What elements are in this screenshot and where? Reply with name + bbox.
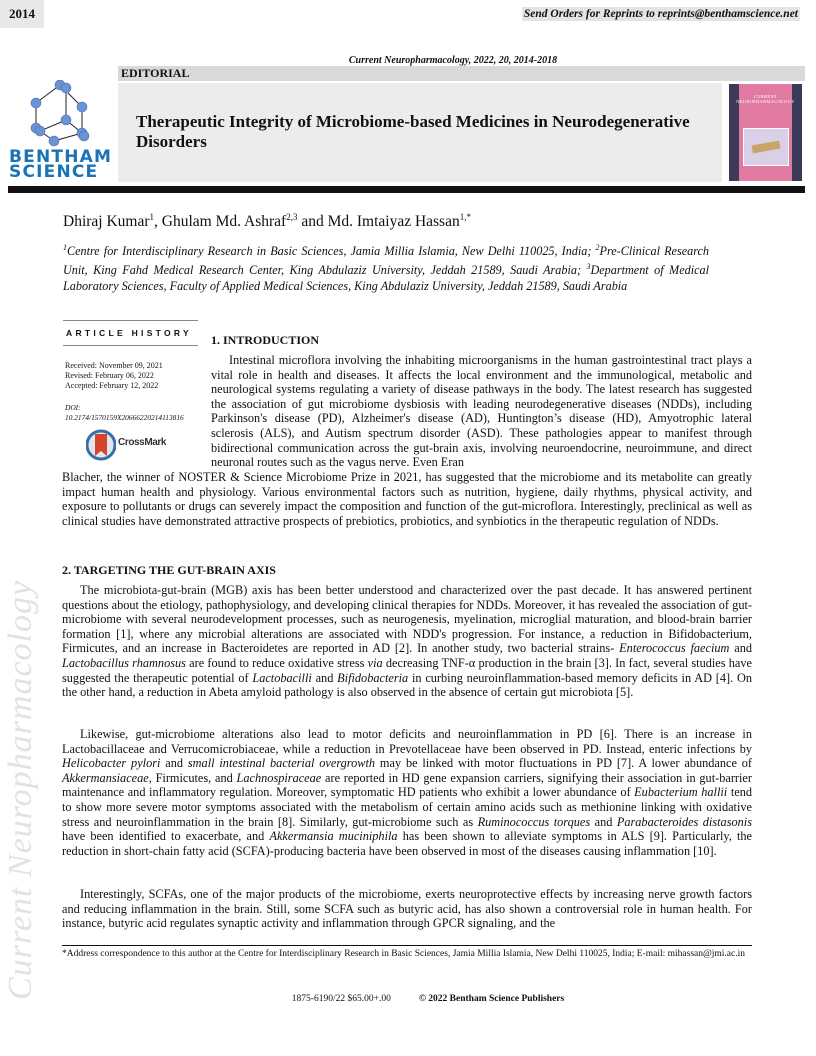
affiliation-text: Centre for Interdisciplinary Research in Basic Sciences, Jamia Millia Islamia, New Delhi 110025, India; <box>67 244 596 259</box>
affiliation-text: Pre-Clinical Research Unit, King Fahd Medical Research Center, King Abdulaziz University, Jeddah 21589, Saudi Arabia; <box>63 244 709 278</box>
crossmark-icon[interactable] <box>86 428 116 462</box>
copyright: © 2022 Bentham Science Publishers <box>418 994 565 1004</box>
article-type: EDITORIAL <box>118 66 805 81</box>
header-divider <box>8 186 805 193</box>
affiliation-sup: 3 <box>586 262 591 272</box>
author-name: Md. Imtaiyaz Hassan <box>327 213 460 231</box>
revised-date: Revised: February 06, 2022 <box>65 371 154 380</box>
intro-paragraph-wide: Blacher, the winner of NOSTER & Science Microbiome Prize in 2021, has suggested that the microbiome and its metabolite can greatly impact human health and physiology. Various environmental factors such as nutrition, hygiene, daily rhythms, physical activity, and exposure to pollutants or drugs can severely impact the composition and function of the gut-microflora. Interestingly, preclinical as well as clinical studies have demonstrated attractive prospects of prebiotics, probiotics, and synbiotics in the therapeutic regulation of NDDs. <box>62 470 752 528</box>
affiliation-sup: 2 <box>595 243 600 252</box>
section-heading-gut-brain-axis: 2. TARGETING THE GUT-BRAIN AXIS <box>62 563 276 577</box>
author-sup: 1,* <box>459 212 471 222</box>
author-sup: 1 <box>149 212 155 222</box>
logo-word-science: SCIENCE <box>9 162 99 182</box>
page-footer <box>0 994 816 1004</box>
article-history-dates <box>65 361 163 391</box>
cover-title-line1: CURRENT <box>753 94 778 99</box>
page-number: 2014 <box>0 0 44 28</box>
received-date: Received: November 09, 2021 <box>65 361 163 370</box>
journal-citation: Current Neuropharmacology, 2022, 20, 2014-2018 <box>348 55 558 66</box>
correspondence-footnote: *Address correspondence to this author at the Centre for Interdisciplinary Research in Basic Sciences, Jamia Millia Islamia, New Delhi 110025, India; E-mail: mihassan@jmi.ac.in <box>62 949 745 959</box>
affiliation-text: Department of Medical Laboratory Sciences, Faculty of Applied Medical Sciences, King Abdulaziz University, Jeddah 21589, Saudi Arabia <box>63 263 709 294</box>
journal-watermark: Current Neuropharmacology <box>2 579 39 1000</box>
doi-link[interactable]: 10.2174/1570159X20666220214113816 <box>65 413 184 422</box>
crossmark-label[interactable]: CrossMark <box>118 437 167 448</box>
author-sup: 2,3 <box>286 212 298 222</box>
history-rule-top <box>63 320 198 321</box>
intro-paragraph-narrow: Intestinal microflora involving the inhabiting microorganisms in the human gastrointestinal tract plays a vital role in health and diseases. It affects the local environment and the immunological, metabolic and neurological systems regulating a variety of disease pathways in the body. The latest research has suggested the association of gut microbiome dysbiosis with leading neurodegenerative diseases (NDDs), including Parkinson's disease (PD), Alzheimer's disease (AD), Huntington’s disease (HD), Amyotrophic lateral sclerosis (ALS), and Autism spectrum disorder (ASD). These pathologies appear to manifest through bidirectional communication across the gut-brain axis, involving neuroendocrine, neuroimmune, and direct neuronal routes such as the vagus nerve. Even Eran <box>211 353 752 470</box>
article-title: Therapeutic Integrity of Microbiome-based Medicines in Neurodegenerative Disorders <box>136 112 690 151</box>
gut-paragraph-1: The microbiota-gut-brain (MGB) axis has been better understood and characterized over the past decade. It has answered pertinent questions about the etiology, pathophysiology, and developing clinical therapies for NDDs. Moreover, it has revealed the association of gut-microbiome with several neurodevelopment processes, such as neurogenesis, myelination, microglial maturation, and blood-brain barrier formation [1], where any microbial alterations are associated with NDD's progression. For instance, a reduction in Bifidobacterium, Firmicutes, and an increase in Bacteroidetes are reported in AD [2]. In another study, two bacterial strains- Enterococcus faecium and Lactobacillus rhamnosus are found to reduce oxidative stress via decreasing TNF-α production in the brain [3]. In fact, several studies have suggested the therapeutic potential of Lactobacilli and Bifidobacteria in curbing neuroinflammation-based memory deficits in AD [4]. On the other hand, a reduction in Abeta amyloid pathology is also observed in the absence of certain gut microbiota [5]. <box>62 583 753 700</box>
cover-illustration <box>743 128 789 166</box>
publisher-logo-text <box>9 147 113 182</box>
logo-word-bentham: BENTHAM <box>9 147 113 167</box>
reprints-notice: Send Orders for Reprints to reprints@benthamscience.net <box>523 8 798 20</box>
author-name: Ghulam Md. Ashraf <box>161 213 287 231</box>
affiliation-sup: 1 <box>63 243 67 252</box>
affiliations <box>63 240 709 294</box>
author-separator: , <box>154 213 162 231</box>
footnote-rule <box>62 945 752 946</box>
section-heading-introduction: 1. INTRODUCTION <box>211 333 320 347</box>
doi-label: DOI: <box>65 403 81 412</box>
article-history-title: ARTICLE HISTORY <box>66 328 193 338</box>
author-separator: and <box>297 213 328 231</box>
cover-title-line2: NEUROPHARMACOLOGY <box>736 99 795 104</box>
history-rule-bottom <box>63 345 198 346</box>
author-list <box>63 212 471 231</box>
gut-paragraph-2: Likewise, gut-microbiome alterations also lead to motor deficits and neuroinflammation in PD [6]. There is an increase in Lactobacillaceae and Verrucomicrobiaceae, while a reduction in Prevotellaceae have been observed in PD. Instead, enteric infections by Helicobacter pylori and small intestinal bacterial overgrowth may be linked with motor fluctuations in PD [7]. A lower abundance of Akkermansiaceae, Firmicutes, and Lachnospiraceae are reported in HD gene expansion carriers, signifying their association in gut-barrier maintenance and inflammatory regulation. Moreover, symptomatic HD patients who exhibit a lower abundance of Eubacterium hallii tend to show more severe motor symptoms associated with the metabolism of certain amino acids such as methionine linking with oxidative stress and neuroinflammation in the brain [8]. Similarly, gut-microbiome such as Ruminococcus torques and Parabacteroides distasonis have been identified to exacerbate, and Akkermansia muciniphila has been shown to alleviate symptoms in ALS [9]. Particularly, the reduction in short-chain fatty acid (SCFA)-producing bacteria have been observed in most of the diseases causing inflammation [10]. <box>62 727 753 858</box>
issn-price: 1875-6190/22 $65.00+.00 <box>291 994 391 1004</box>
gut-paragraph-3: Interestingly, SCFAs, one of the major products of the microbiome, exerts neuroprotective effects by increasing nerve growth factors and reducing inflammation in the brain. Still, some SCFA such as butyric acid, has also shown a controversial role in human health. For instance, butyric acid regulates synaptic activity and inflammation through GPCR signaling, and the <box>62 887 752 931</box>
cover-title <box>729 94 802 104</box>
author-name: Dhiraj Kumar <box>63 213 150 231</box>
journal-cover-image <box>729 84 802 181</box>
doi-block <box>65 403 184 423</box>
accepted-date: Accepted: February 12, 2022 <box>65 381 159 390</box>
